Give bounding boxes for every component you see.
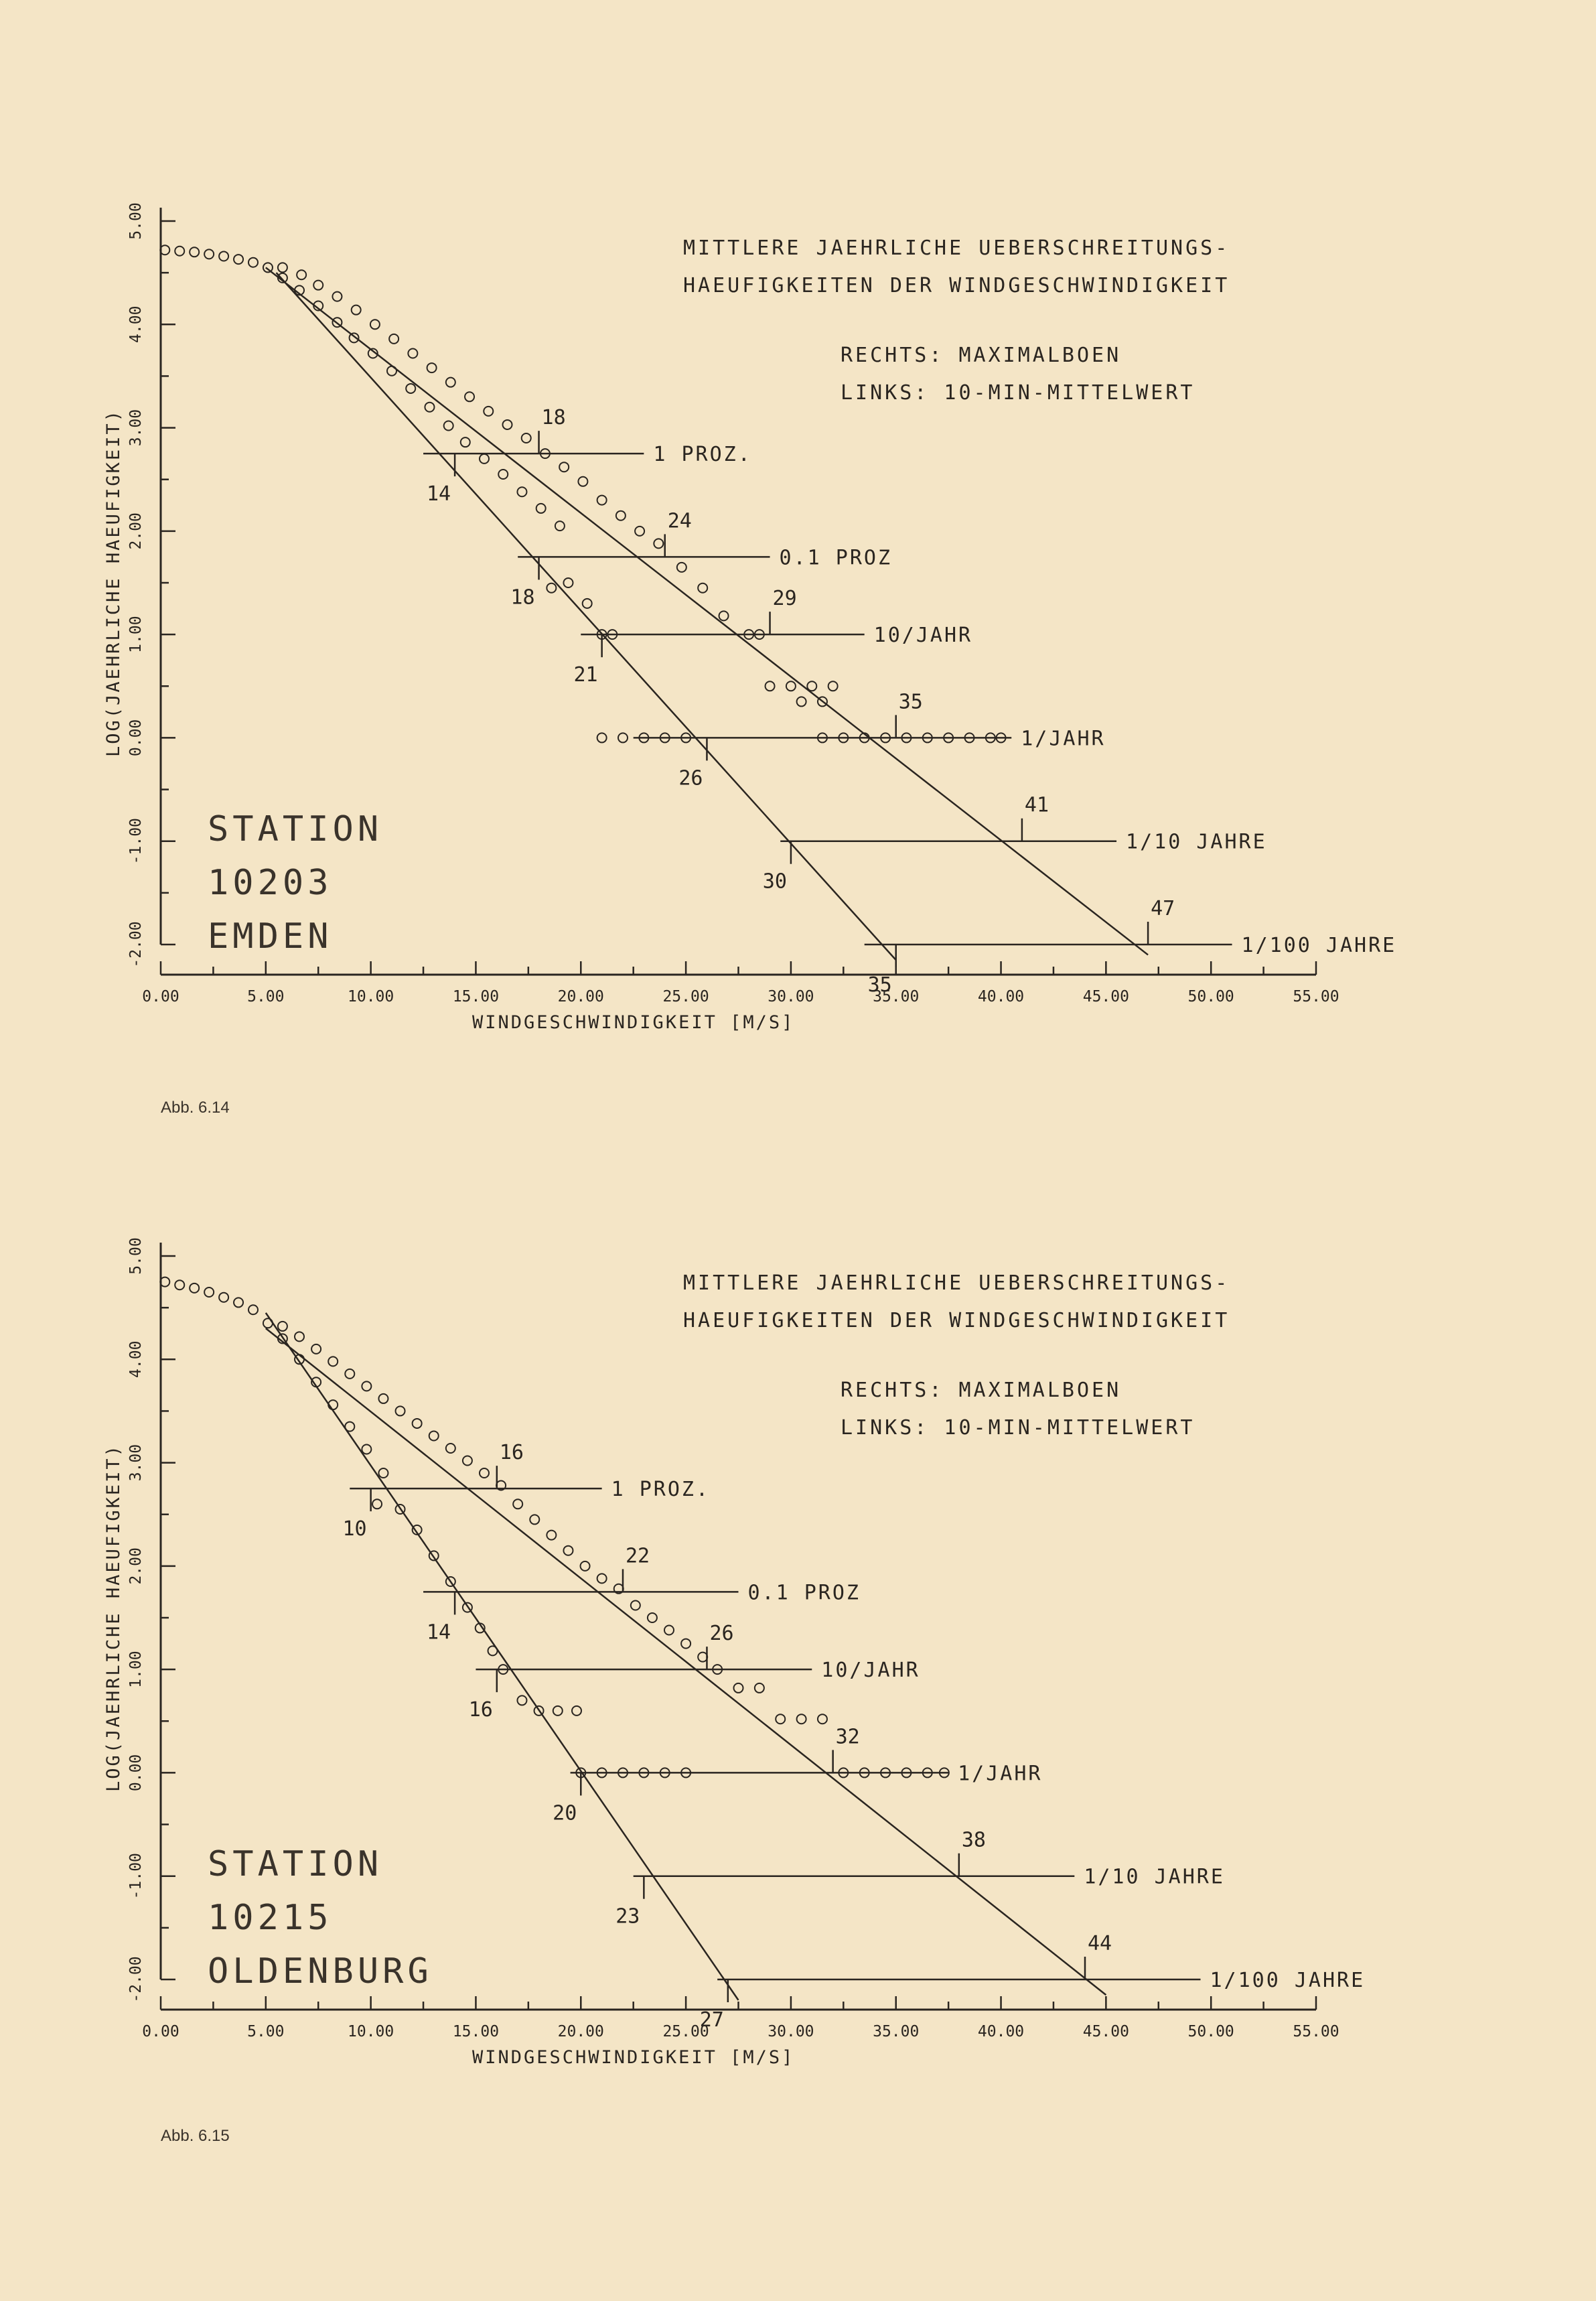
chart-emden-svg xyxy=(0,167,1596,1172)
threshold-label: 1/10 JAHRE xyxy=(1126,830,1267,854)
marker-label: 35 xyxy=(867,973,892,997)
x-tick-label: 10.00 xyxy=(348,988,394,1005)
data-point xyxy=(581,1561,590,1571)
chart-title: HAEUFIGKEITEN DER WINDGESCHWINDIGKEIT xyxy=(683,274,1230,297)
fit-line xyxy=(266,1313,739,2000)
data-point xyxy=(190,1283,199,1293)
threshold-label: 1/JAHR xyxy=(1021,727,1106,751)
marker-label: 23 xyxy=(615,1904,640,1929)
data-point xyxy=(345,1422,354,1432)
data-point xyxy=(406,384,415,393)
data-point xyxy=(372,1499,382,1509)
chart-title: MITTLERE JAEHRLICHE UEBERSCHREITUNGS- xyxy=(683,1271,1230,1295)
data-point xyxy=(654,539,663,548)
threshold-label: 1 PROZ. xyxy=(611,1478,711,1502)
data-point xyxy=(498,470,508,479)
threshold-label: 10/JAHR xyxy=(821,1659,920,1683)
x-tick-label: 40.00 xyxy=(977,988,1025,1005)
x-tick-label: 55.00 xyxy=(1293,988,1339,1005)
data-point xyxy=(190,247,199,257)
data-point xyxy=(484,407,493,416)
data-point xyxy=(175,247,184,256)
y-tick-label: 2.00 xyxy=(127,512,145,550)
data-point xyxy=(828,681,838,691)
y-tick-label: -1.00 xyxy=(127,818,145,865)
data-point xyxy=(664,1626,674,1635)
station-label: 10203 xyxy=(208,863,333,903)
data-point xyxy=(345,1369,354,1379)
data-point xyxy=(370,320,380,329)
data-point xyxy=(297,270,306,279)
marker-label: 14 xyxy=(426,482,451,506)
y-axis-label: LOG(JAEHRLICHE HAEUFIGKEIT) xyxy=(103,409,124,757)
data-point xyxy=(547,1531,556,1540)
data-point xyxy=(352,305,361,315)
x-tick-label: 35.00 xyxy=(873,988,920,1005)
marker-label: 44 xyxy=(1088,1932,1112,1955)
data-point xyxy=(461,437,470,447)
data-point xyxy=(517,487,526,496)
x-tick-label: 10.00 xyxy=(348,2023,394,2040)
legend-text: LINKS: 10-MIN-MITTELWERT xyxy=(841,381,1195,405)
marker-label: 41 xyxy=(1024,793,1049,817)
data-point xyxy=(278,263,287,272)
data-point xyxy=(503,420,512,429)
data-point xyxy=(278,1322,287,1331)
data-point xyxy=(776,1714,785,1724)
x-tick-label: 0.00 xyxy=(142,2023,179,2040)
threshold-label: 1/100 JAHRE xyxy=(1210,1969,1366,1992)
x-tick-label: 55.00 xyxy=(1293,2023,1339,2040)
x-tick-label: 45.00 xyxy=(1082,2023,1129,2040)
data-point xyxy=(559,462,569,472)
marker-label: 47 xyxy=(1151,897,1175,920)
threshold-label: 0.1 PROZ xyxy=(747,1581,861,1605)
threshold-label: 0.1 PROZ xyxy=(779,546,893,570)
data-point xyxy=(698,583,707,593)
data-point xyxy=(234,1298,243,1307)
data-point xyxy=(755,1683,764,1693)
x-tick-label: 50.00 xyxy=(1187,2023,1234,2040)
data-point xyxy=(597,496,607,505)
data-point xyxy=(204,1287,214,1297)
y-tick-label: -2.00 xyxy=(127,921,145,968)
data-point xyxy=(635,527,644,536)
data-point xyxy=(429,1431,439,1440)
data-point xyxy=(332,292,342,301)
data-point xyxy=(425,403,434,412)
legend-text: RECHTS: MAXIMALBOEN xyxy=(841,344,1122,367)
station-label: 10215 xyxy=(208,1898,333,1938)
x-tick-label: 45.00 xyxy=(1082,988,1129,1005)
chart-oldenburg-svg xyxy=(0,1202,1596,2207)
data-point xyxy=(597,1574,607,1583)
y-tick-label: 2.00 xyxy=(127,1547,145,1585)
marker-label: 24 xyxy=(667,509,692,533)
data-point xyxy=(517,1695,526,1705)
data-point xyxy=(362,1445,371,1454)
data-point xyxy=(465,392,474,401)
data-point xyxy=(328,1356,338,1366)
marker-label: 16 xyxy=(499,1441,524,1465)
marker-label: 14 xyxy=(426,1620,451,1645)
y-tick-label: -2.00 xyxy=(127,1956,145,2003)
y-tick-label: 5.00 xyxy=(127,1237,145,1275)
data-point xyxy=(616,511,626,520)
chart-emden xyxy=(0,167,1596,1172)
marker-label: 27 xyxy=(699,2008,724,2032)
station-label: EMDEN xyxy=(208,916,333,957)
data-point xyxy=(563,1546,573,1555)
data-point xyxy=(219,1293,228,1302)
data-point xyxy=(563,578,573,587)
station-label: OLDENBURG xyxy=(208,1951,433,1992)
x-tick-label: 0.00 xyxy=(142,988,179,1005)
x-tick-label: 25.00 xyxy=(662,2023,709,2040)
data-point xyxy=(204,249,214,259)
data-point xyxy=(583,599,592,608)
y-tick-label: 1.00 xyxy=(127,616,145,653)
data-point xyxy=(234,255,243,264)
data-point xyxy=(429,1551,439,1560)
data-point xyxy=(734,1683,743,1693)
marker-label: 26 xyxy=(678,766,703,790)
data-point xyxy=(597,733,607,742)
threshold-label: 1/JAHR xyxy=(958,1762,1043,1786)
legend-text: LINKS: 10-MIN-MITTELWERT xyxy=(841,1416,1195,1440)
marker-label: 26 xyxy=(709,1622,734,1646)
marker-label: 10 xyxy=(342,1517,367,1541)
marker-label: 29 xyxy=(772,587,797,611)
data-point xyxy=(378,1394,388,1403)
x-tick-label: 40.00 xyxy=(977,2023,1025,2040)
marker-label: 22 xyxy=(626,1544,650,1568)
data-point xyxy=(677,563,686,572)
y-tick-label: 3.00 xyxy=(127,409,145,447)
x-tick-label: 25.00 xyxy=(662,988,709,1005)
y-tick-label: 5.00 xyxy=(127,202,145,240)
x-tick-label: 5.00 xyxy=(247,2023,285,2040)
data-point xyxy=(536,504,546,513)
data-point xyxy=(295,1332,304,1341)
chart-oldenburg xyxy=(0,1202,1596,2207)
fit-line xyxy=(277,273,896,960)
x-tick-label: 30.00 xyxy=(768,988,814,1005)
data-point xyxy=(480,1468,489,1478)
data-point xyxy=(719,611,729,620)
data-point xyxy=(378,1468,388,1478)
data-point xyxy=(807,681,816,691)
data-point xyxy=(522,433,531,443)
data-point xyxy=(480,454,489,464)
legend-text: RECHTS: MAXIMALBOEN xyxy=(841,1379,1122,1402)
data-point xyxy=(362,1381,371,1391)
data-point xyxy=(389,334,398,344)
data-point xyxy=(219,251,228,261)
data-point xyxy=(530,1515,539,1524)
data-point xyxy=(797,1714,806,1724)
data-point xyxy=(648,1613,657,1622)
data-point xyxy=(396,1406,405,1415)
data-point xyxy=(547,583,556,593)
marker-label: 32 xyxy=(835,1725,860,1749)
marker-label: 38 xyxy=(961,1828,986,1852)
marker-label: 30 xyxy=(762,869,787,894)
x-axis-label: WINDGESCHWINDIGKEIT [M/S] xyxy=(471,2047,795,2068)
y-tick-label: 4.00 xyxy=(127,1340,145,1378)
y-tick-label: 3.00 xyxy=(127,1444,145,1482)
figure-caption: Abb. 6.15 xyxy=(161,2127,230,2145)
data-point xyxy=(444,421,453,430)
threshold-label: 1 PROZ. xyxy=(653,443,752,467)
data-point xyxy=(818,1714,827,1724)
data-point xyxy=(408,348,417,358)
data-point xyxy=(572,1706,581,1716)
data-point xyxy=(313,281,323,290)
data-point xyxy=(446,378,455,387)
data-point xyxy=(263,1318,273,1328)
threshold-label: 1/10 JAHRE xyxy=(1084,1865,1225,1889)
x-tick-label: 5.00 xyxy=(247,988,285,1005)
marker-label: 18 xyxy=(510,585,535,610)
data-point xyxy=(618,733,628,742)
figure-caption: Abb. 6.14 xyxy=(161,1099,230,1117)
chart-title: HAEUFIGKEITEN DER WINDGESCHWINDIGKEIT xyxy=(683,1309,1230,1332)
data-point xyxy=(631,1600,640,1610)
x-tick-label: 15.00 xyxy=(452,2023,500,2040)
data-point xyxy=(513,1499,522,1509)
data-point xyxy=(766,681,775,691)
marker-label: 21 xyxy=(573,663,598,687)
data-point xyxy=(786,681,796,691)
data-point xyxy=(248,258,258,267)
marker-label: 18 xyxy=(541,406,566,430)
x-tick-label: 20.00 xyxy=(557,2023,604,2040)
chart-title: MITTLERE JAEHRLICHE UEBERSCHREITUNGS- xyxy=(683,236,1230,260)
y-tick-label: 4.00 xyxy=(127,305,145,343)
y-tick-label: 1.00 xyxy=(127,1651,145,1688)
x-tick-label: 35.00 xyxy=(873,2023,920,2040)
x-axis-label: WINDGESCHWINDIGKEIT [M/S] xyxy=(471,1012,795,1033)
x-tick-label: 30.00 xyxy=(768,2023,814,2040)
y-tick-label: 0.00 xyxy=(127,719,145,757)
data-point xyxy=(797,697,806,706)
fit-line xyxy=(266,267,1148,955)
x-tick-label: 15.00 xyxy=(452,988,500,1005)
x-tick-label: 50.00 xyxy=(1187,988,1234,1005)
data-point xyxy=(555,521,565,531)
y-axis-label: LOG(JAEHRLICHE HAEUFIGKEIT) xyxy=(103,1444,124,1792)
data-point xyxy=(311,1344,321,1354)
data-point xyxy=(413,1419,422,1428)
data-point xyxy=(578,477,587,486)
threshold-label: 10/JAHR xyxy=(873,624,973,648)
marker-label: 16 xyxy=(468,1698,493,1722)
data-point xyxy=(698,1653,707,1662)
marker-label: 35 xyxy=(898,690,923,714)
y-tick-label: 0.00 xyxy=(127,1754,145,1792)
data-point xyxy=(248,1305,258,1314)
data-point xyxy=(427,363,437,372)
data-point xyxy=(488,1646,498,1655)
x-tick-label: 20.00 xyxy=(557,988,604,1005)
data-point xyxy=(553,1706,563,1716)
data-point xyxy=(463,1456,472,1465)
marker-label: 20 xyxy=(553,1801,577,1825)
y-tick-label: -1.00 xyxy=(127,1853,145,1900)
station-label: STATION xyxy=(208,1844,383,1884)
threshold-label: 1/100 JAHRE xyxy=(1241,934,1397,957)
data-point xyxy=(175,1280,184,1289)
data-point xyxy=(446,1444,455,1453)
data-point xyxy=(681,1639,691,1649)
station-label: STATION xyxy=(208,809,383,849)
